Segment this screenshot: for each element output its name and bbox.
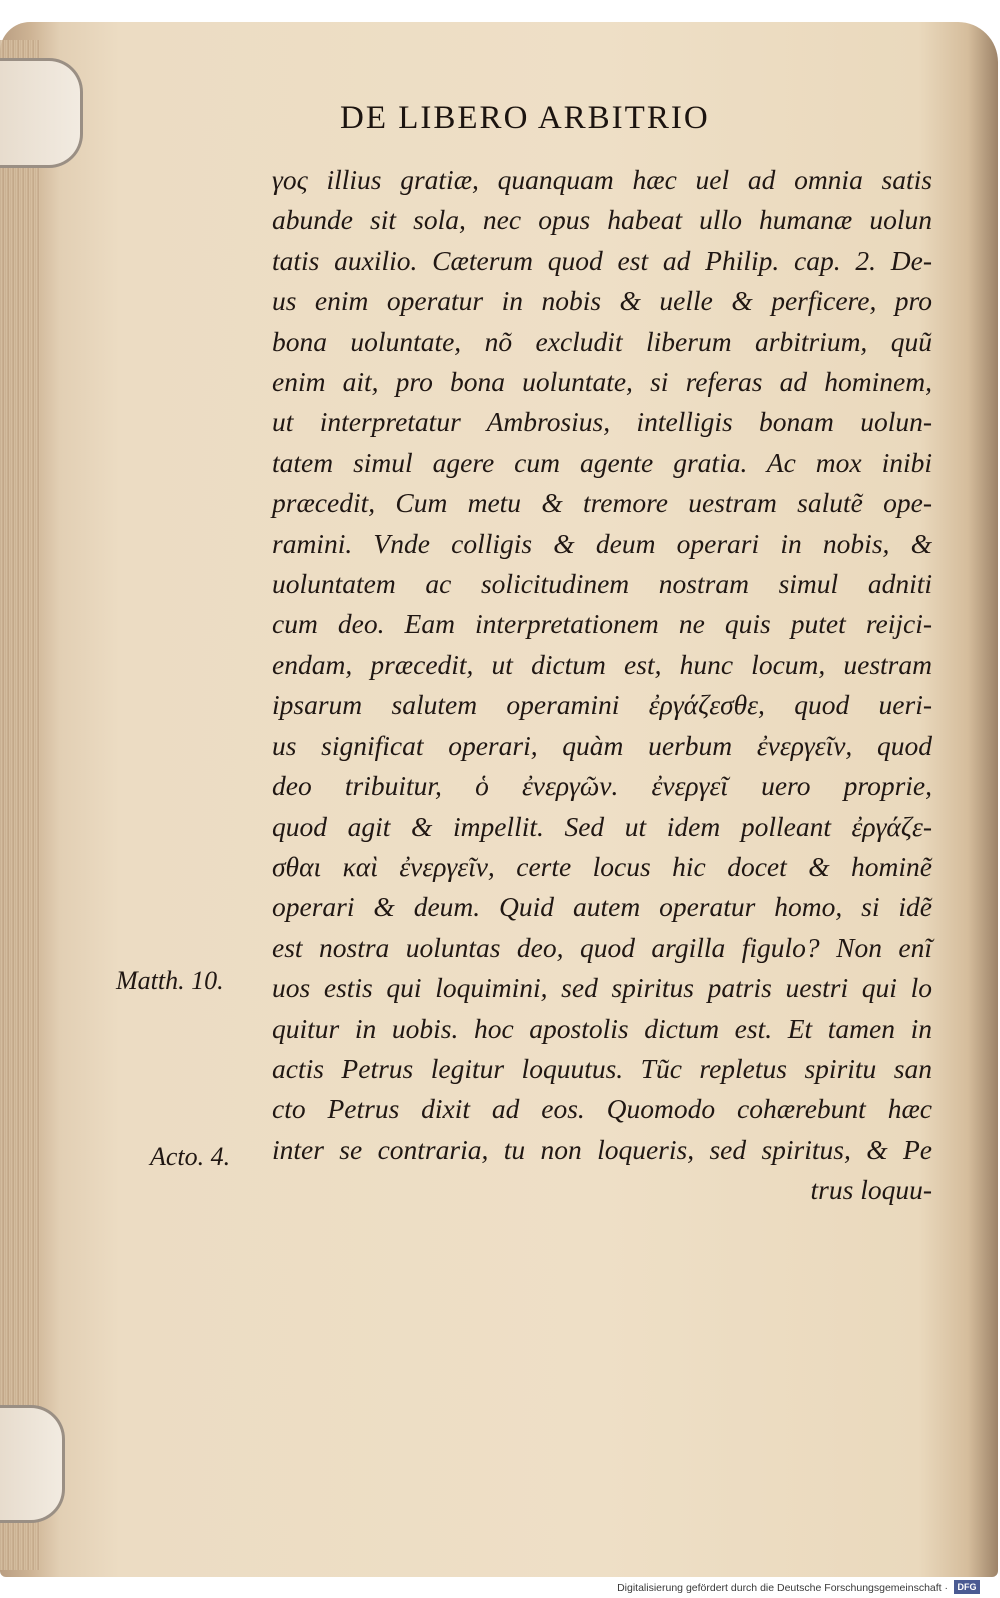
running-head: DE LIBERO ARBITRIO <box>340 100 710 136</box>
text-line: ipsarum salutem operamini ἐργάζεσθε, quod ueri- <box>272 689 932 721</box>
text-line: præcedit, Cum metu & tremore uestram salutẽ ope- <box>272 487 932 519</box>
credit-text: Digitalisierung gefördert durch die Deutsche Forschungsgemeinschaft · <box>617 1582 948 1594</box>
text-line: us significat operari, quàm uerbum ἐνεργεῖν, quod <box>272 729 932 761</box>
text-line: trus loquu- <box>810 1174 932 1206</box>
text-line: quitur in uobis. hoc apostolis dictum est. Et tamen in <box>272 1012 932 1044</box>
text-line: tatem simul agere cum agente gratia. Ac mox inibi <box>272 446 932 478</box>
marginal-note: Matth. 10. <box>116 966 224 995</box>
text-line: inter se contraria, tu non loqueris, sed spiritus, & Pe <box>272 1133 932 1165</box>
marginal-note: Acto. 4. <box>150 1142 231 1171</box>
text-line: deo tribuitur, ὁ ἐνεργῶν. ἐνεργεῖ uero proprie, <box>272 770 932 802</box>
text-line: uos estis qui loquimini, sed spiritus patris uestri qui lo <box>272 972 932 1004</box>
text-line: actis Petrus legitur loquutus. Tũc repletus spiritu san <box>272 1052 932 1084</box>
text-line: γος illius gratiæ, quanquam hæc uel ad omnia satis <box>272 164 932 195</box>
clasp-top <box>0 58 83 168</box>
text-line: enim ait, pro bona uoluntate, si referas ad hominem, <box>272 366 932 398</box>
dfg-logo: DFG <box>954 1580 980 1594</box>
text-line: σθαι καὶ ἐνεργεῖν, certe locus hic docet & hominẽ <box>272 850 932 882</box>
text-line: ut interpretatur Ambrosius, intelligis bonam uolun- <box>272 406 932 438</box>
text-line: tatis auxilio. Cæterum quod est ad Philip. cap. 2. De- <box>272 244 932 276</box>
text-line: ramini. Vnde colligis & deum operari in nobis, & <box>272 527 932 559</box>
text-line: cum deo. Eam interpretationem ne quis putet reijci- <box>272 608 932 640</box>
clasp-bottom <box>0 1405 65 1523</box>
text-line: bona uoluntate, nõ excludit liberum arbitrium, quũ <box>272 325 932 357</box>
text-line: abunde sit sola, nec opus habeat ullo humanæ uolun <box>272 204 932 236</box>
text-line: cto Petrus dixit ad eos. Quomodo cohærebunt hæc <box>272 1093 932 1125</box>
text-block <box>272 160 932 1211</box>
text-line: est nostra uoluntas deo, quod argilla figulo? Non enĩ <box>272 931 932 963</box>
text-line: uoluntatem ac solicitudinem nostram simul adniti <box>272 568 932 600</box>
text-line: us enim operatur in nobis & uelle & perficere, pro <box>272 285 932 317</box>
page-edges <box>0 40 40 1570</box>
text-line: quod agit & impellit. Sed ut idem polleant ἐργάζε- <box>272 810 932 842</box>
text-line: endam, præcedit, ut dictum est, hunc locum, uestram <box>272 648 932 680</box>
text-line: operari & deum. Quid autem operatur homo, si idẽ <box>272 891 932 923</box>
